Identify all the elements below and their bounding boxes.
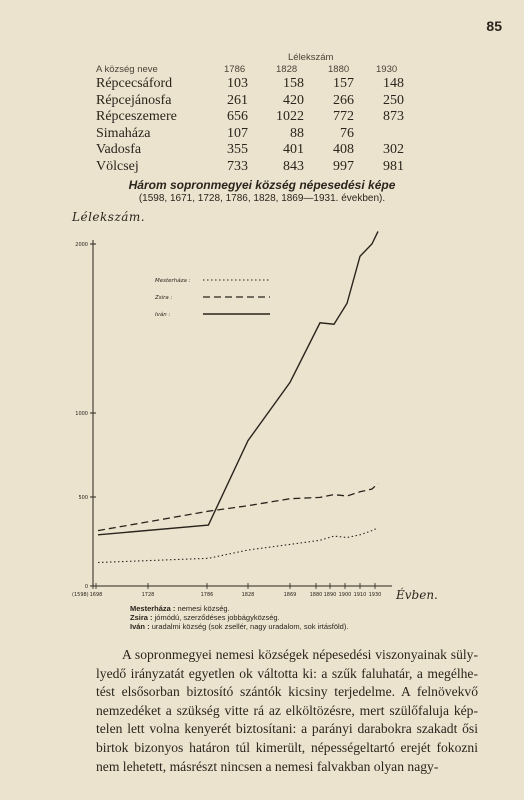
village-name: Simaháza — [96, 125, 151, 141]
x-tick-label: 1786 — [200, 592, 214, 598]
population-value: 157 — [333, 76, 354, 91]
note-description: nemesi község. — [177, 604, 230, 613]
year-header: 1786 — [224, 64, 246, 75]
note-term: Zsira : — [130, 613, 153, 622]
village-name: Vadosfa — [96, 142, 142, 157]
population-value: 408 — [333, 142, 354, 157]
population-value: 107 — [227, 125, 248, 141]
series-line-mesterhza — [98, 528, 378, 563]
legend-label: Mesterháza : — [155, 278, 191, 284]
year-header: 1828 — [276, 64, 298, 75]
village-name: Répcecsáford — [96, 76, 173, 91]
y-axis-label: Lélekszám. — [72, 210, 146, 224]
name-column-header: A község neve — [96, 64, 158, 75]
x-tick-label: 1910 — [353, 592, 367, 598]
note-term: Iván : — [130, 622, 150, 631]
x-tick-label: 1698 — [89, 592, 103, 598]
chart-notes — [130, 604, 348, 631]
year-header: 1880 — [328, 64, 350, 75]
year-header: 1930 — [376, 64, 398, 75]
population-value: 401 — [283, 142, 304, 157]
population-value: 981 — [383, 158, 404, 174]
village-name: Répceszemere — [96, 109, 177, 124]
note-line — [130, 604, 348, 613]
body-text — [96, 646, 478, 776]
population-value: 103 — [227, 76, 248, 91]
chart-title: Három sopronmegyei község népesedési képe — [128, 178, 396, 192]
x-tick-label: 1930 — [368, 592, 382, 598]
note-description: uradalmi község (sok zsellér, nagy uradalom, sok irtásföld). — [151, 622, 349, 631]
population-value: 772 — [333, 109, 354, 124]
population-value: 656 — [227, 109, 248, 124]
series-line-zsira — [98, 484, 378, 531]
x-tick-label: 1880 — [309, 592, 323, 598]
table-group-header: Lélekszám — [288, 52, 334, 63]
legend-label: Zsira : — [155, 295, 173, 301]
x-tick-label: 1728 — [141, 592, 155, 598]
x-axis-label: Évben. — [396, 588, 438, 602]
population-value: 843 — [283, 158, 304, 174]
population-value: 355 — [227, 142, 248, 157]
population-value: 158 — [283, 76, 304, 91]
x-tick-label: 1869 — [283, 592, 297, 598]
population-value: 88 — [290, 125, 304, 141]
y-tick-label: 500 — [78, 495, 88, 501]
y-tick-label: 2000 — [75, 242, 88, 248]
population-value: 420 — [283, 92, 304, 108]
population-value: 261 — [227, 92, 248, 108]
village-name: Répcejánosfa — [96, 92, 172, 108]
village-name: Völcsej — [96, 158, 139, 174]
population-value: 733 — [227, 158, 248, 174]
x-tick-label: 1900 — [338, 592, 352, 598]
population-value: 148 — [383, 76, 404, 91]
y-tick-label: 0 — [84, 584, 88, 590]
population-value: 266 — [333, 92, 354, 108]
page-number: 85 — [486, 18, 502, 34]
population-value: 250 — [383, 92, 404, 108]
y-tick-label: 1000 — [75, 411, 88, 417]
population-value: 1022 — [276, 109, 304, 124]
population-value: 873 — [383, 109, 404, 124]
note-description: jómódú, szerződéses jobbágyközség. — [154, 613, 280, 622]
population-value: 76 — [340, 125, 354, 141]
population-value: 997 — [333, 158, 354, 174]
note-line — [130, 622, 348, 631]
legend-label: Iván : — [155, 312, 171, 318]
x-tick-label: 1828 — [241, 592, 255, 598]
series-line-ivn — [98, 231, 378, 534]
x-tick-label: 1890 — [323, 592, 337, 598]
population-value: 302 — [383, 142, 404, 157]
paragraph: A sopronmegyei nemesi községek népesedési viszonyainak sülylyedő irányzatát egyetlen ok váltotta ki: a szűk faluhatár, a megélhetést elsősorban biztosító szántók kicsiny terjedelme. A felnövekvő nemzedéket a szükség vitte rá az elköltözésre, mert szülőfaluja képtelen lett volna kenyerét biztosítani: a parányi darabokra szakadt ősi birtok bizonyos határon túl kimerült, népességeltartó erejét fokozni nem lehetett, másrészt nincsen a nemesi falvakban olyan nagy- — [96, 647, 478, 774]
note-term: Mesterháza : — [130, 604, 176, 613]
note-line — [130, 613, 348, 622]
chart-subtitle: (1598, 1671, 1728, 1786, 1828, 1869—1931. években). — [138, 193, 386, 204]
x-tick-label: (1598) — [72, 592, 89, 598]
